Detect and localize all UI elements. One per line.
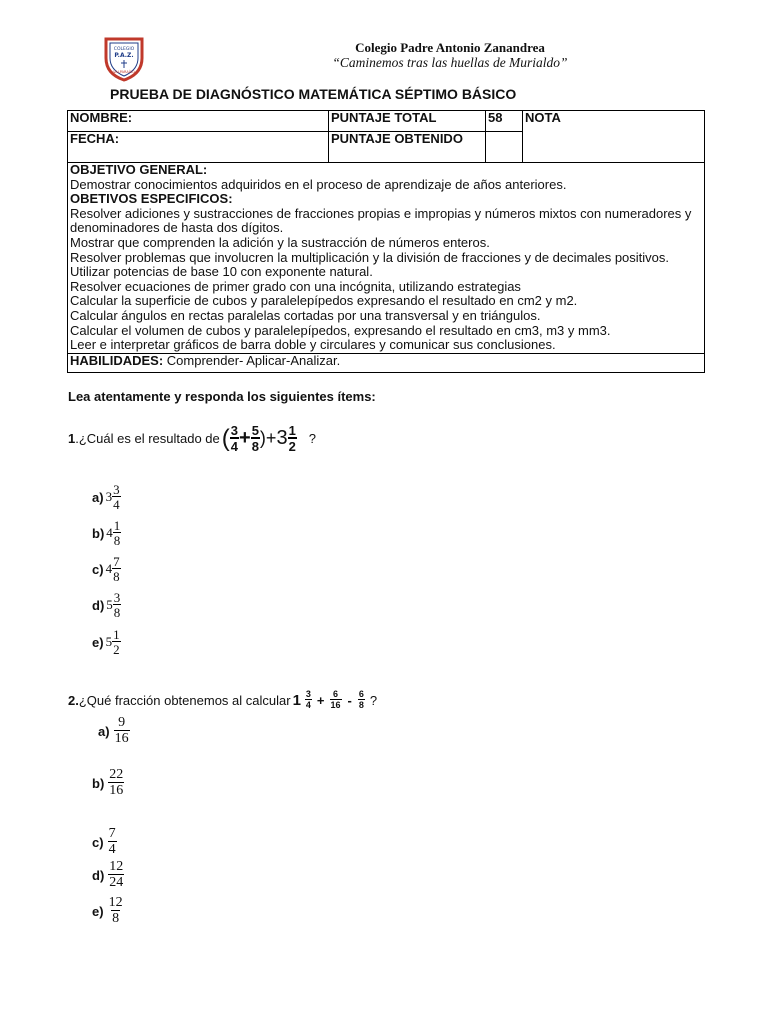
svg-text:P.A.Z.: P.A.Z.: [114, 52, 134, 59]
fraction: $\frac{6}{16}$: [330, 689, 341, 710]
question-mark: ?: [369, 692, 378, 708]
fraction: $\frac{9}{16}$: [114, 715, 129, 746]
plus-sign: +: [239, 427, 251, 449]
expr-close-paren: )+: [259, 428, 277, 448]
q1-option-e[interactable]: e) 5 $\frac{1}{2}$: [92, 627, 120, 657]
objetivo-item: Calcular el volumen de cubos y paralelepípedos, expresando el resultado en cm3, m3 y mm3.: [70, 322, 611, 338]
objetivo-item: Leer e interpretar gráficos de barra doble y circulares y comunicar sus conclusiones.: [70, 337, 556, 353]
fecha-field[interactable]: [68, 132, 329, 163]
question-number: 2.: [68, 692, 79, 708]
objetivo-item: Utilizar potencias de base 10 con exponente natural.: [70, 264, 373, 280]
objectives-cell: [68, 163, 705, 354]
nota-label: NOTA: [525, 110, 561, 125]
fraction: $\frac{6}{8}$: [358, 689, 364, 710]
objetivos-especificos-heading: OBETIVOS ESPECIFICOS:: [70, 191, 233, 207]
q2-option-a[interactable]: a) $\frac{9}{16}$: [98, 715, 129, 746]
q2-option-d[interactable]: d) $\frac{12}{24}$: [92, 859, 124, 890]
nota-field[interactable]: [523, 111, 705, 163]
question-1: [68, 424, 316, 453]
plus-sign: +: [316, 692, 325, 708]
objetivo-item: Calcular ángulos en rectas paralelas cortadas por una transversal y en triángulos.: [70, 307, 541, 323]
q2-option-b[interactable]: b) $\frac{22}{16}$: [92, 767, 124, 798]
whole-number: 5: [105, 634, 113, 649]
school-name: Colegio Padre Antonio Zanandrea: [355, 40, 545, 55]
q1-option-b[interactable]: b) 4 $\frac{1}{8}$: [92, 518, 121, 548]
minus-sign: -: [347, 692, 352, 708]
fraction: $\frac{3}{4}$: [113, 482, 120, 512]
question-text: ¿Qué fracción obtenemos al calcular: [78, 692, 291, 708]
habilidades-cell: [68, 353, 705, 372]
question-2: [68, 690, 377, 710]
fraction: $\frac{3}{4}$: [230, 423, 238, 454]
puntaje-obtenido-field[interactable]: [486, 132, 523, 163]
whole-number: 3: [276, 427, 288, 449]
fraction: $\frac{12}{8}$: [108, 895, 123, 926]
school-motto: “Caminemos tras las huellas de Murialdo”: [332, 55, 568, 70]
whole-number: 1: [292, 691, 301, 709]
q2-option-c[interactable]: c) $\frac{7}{4}$: [92, 826, 116, 857]
fecha-label: FECHA:: [70, 131, 120, 146]
question-mark: ?: [308, 431, 317, 446]
fraction: $\frac{1}{2}$: [288, 423, 296, 454]
school-header: [200, 40, 700, 70]
puntaje-total-value: 58: [486, 111, 523, 132]
nombre-label: NOMBRE:: [70, 110, 133, 125]
question-text: .¿Cuál es el resultado de: [75, 431, 220, 446]
objetivo-item: Resolver adiciones y sustracciones de fracciones propias e impropias y números mixtos con numeradores y denominadores de hasta dos dígitos.: [70, 205, 692, 236]
objetivo-general-text: Demostrar conocimientos adquiridos en el proceso de aprendizaje de años anteriores.: [70, 176, 567, 192]
school-crest-logo: [104, 36, 144, 82]
expr-open-paren: (: [221, 424, 230, 452]
question-number: 1: [68, 431, 76, 446]
fraction: $\frac{7}{8}$: [113, 554, 120, 584]
puntaje-obtenido-label: PUNTAJE OBTENIDO: [329, 132, 486, 163]
fraction: $\frac{3}{4}$: [305, 689, 311, 710]
q1-option-d[interactable]: d) 5 $\frac{3}{8}$: [92, 590, 121, 620]
objetivo-item: Calcular la superficie de cubos y paralelepípedos expresando el resultado en cm2 y m2.: [70, 293, 578, 309]
svg-text:VALPARAÍSO: VALPARAÍSO: [113, 70, 135, 74]
habilidades-text: Comprender- Aplicar-Analizar.: [163, 352, 341, 368]
fraction: $\frac{12}{24}$: [109, 859, 124, 890]
objetivo-general-heading: OBJETIVO GENERAL:: [70, 162, 208, 177]
objetivo-item: Resolver problemas que involucren la multiplicación y la división de fracciones y de decimales positivos.: [70, 249, 670, 265]
whole-number: 3: [105, 489, 113, 504]
q2-option-e[interactable]: e) $\frac{12}{8}$: [92, 895, 123, 926]
fraction: $\frac{3}{8}$: [113, 590, 121, 620]
whole-number: 4: [106, 525, 113, 540]
fraction: $\frac{1}{2}$: [113, 627, 120, 657]
fraction: $\frac{7}{4}$: [108, 826, 116, 857]
q1-option-a[interactable]: a) 3 $\frac{3}{4}$: [92, 482, 120, 512]
fraction: $\frac{1}{8}$: [113, 518, 121, 548]
fraction: $\frac{22}{16}$: [109, 767, 124, 798]
nombre-field[interactable]: [68, 111, 329, 132]
instructions: Lea atentamente y responda los siguientes ítems:: [68, 389, 376, 404]
puntaje-total-label: PUNTAJE TOTAL: [329, 111, 486, 132]
exam-info-table: [67, 110, 705, 373]
whole-number: 4: [105, 561, 113, 576]
habilidades-heading: HABILIDADES:: [70, 352, 164, 368]
whole-number: 5: [106, 597, 113, 612]
q1-option-c[interactable]: c) 4 $\frac{7}{8}$: [92, 554, 120, 584]
objetivo-item: Mostrar que comprenden la adición y la sustracción de números enteros.: [70, 234, 490, 250]
objetivo-item: Resolver ecuaciones de primer grado con una incógnita, utilizando estrategias: [70, 278, 521, 294]
fraction: $\frac{5}{8}$: [251, 423, 259, 454]
svg-text:COLEGIO: COLEGIO: [113, 47, 135, 52]
exam-title: PRUEBA DE DIAGNÓSTICO MATEMÁTICA SÉPTIMO BÁSICO: [110, 86, 517, 102]
